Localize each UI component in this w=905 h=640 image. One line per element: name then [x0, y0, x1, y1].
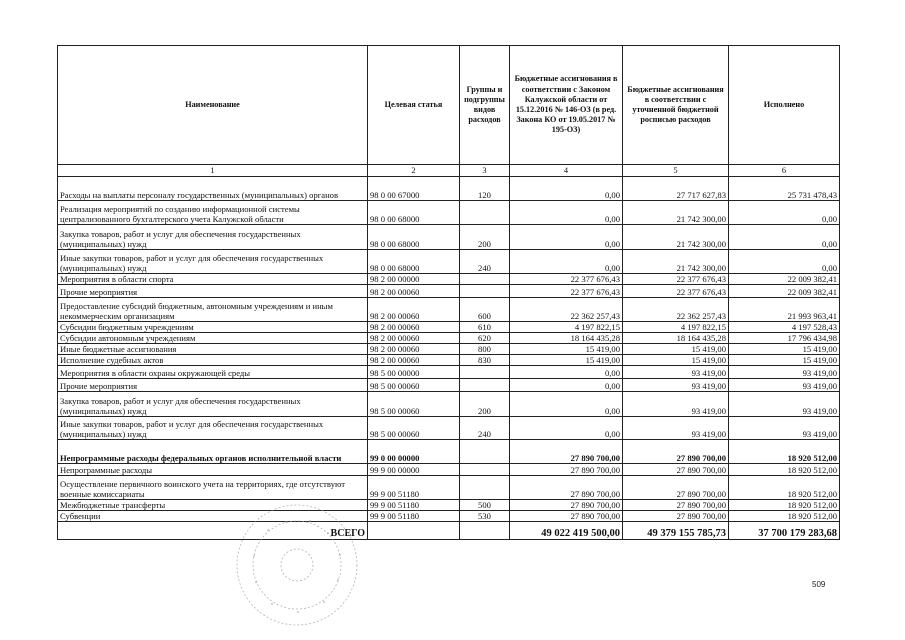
row-refined-value: 27 890 700,00	[623, 511, 729, 522]
row-law-value: 0,00	[510, 225, 623, 250]
row-refined-value: 15 419,00	[623, 355, 729, 366]
column-number: 1	[58, 165, 368, 177]
row-law-value: 0,00	[510, 177, 623, 201]
header-target-article: Целевая статья	[368, 46, 460, 165]
row-executed-value: 22 009 382,41	[729, 285, 840, 298]
header-law-allocations: Бюджетные ассигнования в соответствии с Законом Калужской области от 15.12.2016 № 146-ОЗ (в ред. Закона КО от 19.05.2017 № 195-ОЗ)	[510, 46, 623, 165]
row-law-value: 27 890 700,00	[510, 476, 623, 500]
row-name: Иные закупки товаров, работ и услуг для обеспечения государственных (муниципальных) нужд	[58, 250, 368, 274]
row-name: Расходы на выплаты персоналу государственных (муниципальных) органов	[58, 177, 368, 201]
table-row	[58, 201, 840, 225]
row-target-article: 99 9 00 00000	[368, 464, 460, 476]
row-target-article: 99 0 00 00000	[368, 440, 460, 464]
table-row	[58, 379, 840, 392]
row-executed-value: 18 920 512,00	[729, 511, 840, 522]
row-target-article: 98 5 00 00060	[368, 392, 460, 417]
row-law-value: 27 890 700,00	[510, 500, 623, 511]
table-row	[58, 250, 840, 274]
row-refined-value: 27 890 700,00	[623, 464, 729, 476]
row-executed-value: 17 796 434,98	[729, 333, 840, 344]
header-executed: Исполнено	[729, 46, 840, 165]
table-row	[58, 417, 840, 440]
row-law-value: 4 197 822,15	[510, 322, 623, 333]
row-target-article: 98 2 00 00060	[368, 355, 460, 366]
row-law-value: 22 377 676,43	[510, 285, 623, 298]
budget-table	[57, 45, 840, 540]
table-row	[58, 225, 840, 250]
row-target-article: 98 0 00 67000	[368, 177, 460, 201]
table-row	[58, 274, 840, 285]
row-law-value: 27 890 700,00	[510, 440, 623, 464]
total-executed-value: 37 700 179 283,68	[729, 522, 840, 540]
row-refined-value: 27 890 700,00	[623, 440, 729, 464]
row-expense-group: 620	[460, 333, 510, 344]
row-name: Предоставление субсидий бюджетным, автономным учреждениям и иным некоммерческим организациям	[58, 298, 368, 322]
row-name: Прочие мероприятия	[58, 285, 368, 298]
row-name: Субсидии бюджетным учреждениям	[58, 322, 368, 333]
row-executed-value: 0,00	[729, 250, 840, 274]
row-executed-value: 25 731 478,43	[729, 177, 840, 201]
table-body	[58, 165, 840, 522]
column-number: 5	[623, 165, 729, 177]
row-expense-group: 830	[460, 355, 510, 366]
row-law-value: 15 419,00	[510, 355, 623, 366]
row-target-article: 98 2 00 00060	[368, 322, 460, 333]
row-refined-value: 22 377 676,43	[623, 274, 729, 285]
row-expense-group	[460, 440, 510, 464]
row-name: Непрограммные расходы	[58, 464, 368, 476]
row-target-article: 98 0 00 68000	[368, 225, 460, 250]
row-refined-value: 27 890 700,00	[623, 476, 729, 500]
row-name: Субвенции	[58, 511, 368, 522]
row-name: Закупка товаров, работ и услуг для обеспечения государственных (муниципальных) нужд	[58, 225, 368, 250]
row-law-value: 15 419,00	[510, 344, 623, 355]
row-expense-group: 120	[460, 177, 510, 201]
row-target-article: 99 9 00 51180	[368, 476, 460, 500]
row-refined-value: 15 419,00	[623, 344, 729, 355]
row-target-article: 98 2 00 00060	[368, 298, 460, 322]
row-expense-group: 200	[460, 225, 510, 250]
row-refined-value: 93 419,00	[623, 417, 729, 440]
table-row	[58, 322, 840, 333]
row-executed-value: 93 419,00	[729, 366, 840, 379]
table-row	[58, 464, 840, 476]
row-expense-group: 600	[460, 298, 510, 322]
total-empty-cell	[368, 522, 460, 540]
row-target-article: 98 0 00 68000	[368, 201, 460, 225]
row-law-value: 27 890 700,00	[510, 511, 623, 522]
row-refined-value: 21 742 300,00	[623, 225, 729, 250]
row-executed-value: 18 920 512,00	[729, 476, 840, 500]
row-expense-group: 240	[460, 250, 510, 274]
row-executed-value: 18 920 512,00	[729, 500, 840, 511]
table-row	[58, 344, 840, 355]
row-refined-value: 93 419,00	[623, 392, 729, 417]
row-expense-group: 240	[460, 417, 510, 440]
row-executed-value: 18 920 512,00	[729, 440, 840, 464]
row-executed-value: 4 197 528,43	[729, 322, 840, 333]
column-number-row	[58, 165, 840, 177]
row-name: Прочие мероприятия	[58, 379, 368, 392]
table-row	[58, 366, 840, 379]
row-expense-group	[460, 366, 510, 379]
row-refined-value: 22 377 676,43	[623, 285, 729, 298]
row-executed-value: 93 419,00	[729, 379, 840, 392]
row-name: Иные бюджетные ассигнования	[58, 344, 368, 355]
row-refined-value: 21 742 300,00	[623, 250, 729, 274]
row-refined-value: 93 419,00	[623, 379, 729, 392]
table-row	[58, 476, 840, 500]
row-name: Закупка товаров, работ и услуг для обеспечения государственных (муниципальных) нужд	[58, 392, 368, 417]
row-executed-value: 15 419,00	[729, 355, 840, 366]
row-law-value: 22 377 676,43	[510, 274, 623, 285]
table-row	[58, 392, 840, 417]
row-refined-value: 4 197 822,15	[623, 322, 729, 333]
row-expense-group	[460, 464, 510, 476]
row-name: Непрограммные расходы федеральных органов исполнительной власти	[58, 440, 368, 464]
total-law-value: 49 022 419 500,00	[510, 522, 623, 540]
column-number: 6	[729, 165, 840, 177]
row-law-value: 22 362 257,43	[510, 298, 623, 322]
row-name: Исполнение судебных актов	[58, 355, 368, 366]
row-target-article: 98 5 00 00060	[368, 417, 460, 440]
row-expense-group	[460, 274, 510, 285]
row-name: Иные закупки товаров, работ и услуг для обеспечения государственных (муниципальных) нужд	[58, 417, 368, 440]
row-expense-group: 200	[460, 392, 510, 417]
total-row	[58, 522, 840, 540]
table-row	[58, 355, 840, 366]
row-name: Мероприятия в области охраны окружающей среды	[58, 366, 368, 379]
table-row	[58, 177, 840, 201]
row-name: Осуществление первичного воинского учета на территориях, где отсутствуют военные комиссариаты	[58, 476, 368, 500]
row-executed-value: 93 419,00	[729, 392, 840, 417]
row-target-article: 99 9 00 51180	[368, 511, 460, 522]
row-expense-group: 610	[460, 322, 510, 333]
row-name: Реализация мероприятий по созданию информационной системы централизованного бухгалтерского учета Калужской области	[58, 201, 368, 225]
total-label: ВСЕГО	[58, 522, 368, 540]
row-expense-group: 800	[460, 344, 510, 355]
table-row	[58, 440, 840, 464]
table-row	[58, 500, 840, 511]
row-refined-value: 21 742 300,00	[623, 201, 729, 225]
header-expense-groups: Группы и подгруппы видов расходов	[460, 46, 510, 165]
total-refined-value: 49 379 155 785,73	[623, 522, 729, 540]
row-refined-value: 93 419,00	[623, 366, 729, 379]
row-executed-value: 93 419,00	[729, 417, 840, 440]
row-name: Мероприятия в области спорта	[58, 274, 368, 285]
row-expense-group	[460, 476, 510, 500]
total-empty-cell	[460, 522, 510, 540]
row-expense-group	[460, 201, 510, 225]
row-law-value: 0,00	[510, 392, 623, 417]
row-executed-value: 15 419,00	[729, 344, 840, 355]
row-expense-group	[460, 379, 510, 392]
row-expense-group: 530	[460, 511, 510, 522]
row-executed-value: 18 920 512,00	[729, 464, 840, 476]
row-law-value: 27 890 700,00	[510, 464, 623, 476]
row-target-article: 98 5 00 00000	[368, 366, 460, 379]
table-row	[58, 298, 840, 322]
row-name: Межбюджетные трансферты	[58, 500, 368, 511]
row-target-article: 98 2 00 00000	[368, 274, 460, 285]
table-row	[58, 333, 840, 344]
header-refined-allocations: Бюджетные ассигнования в соответствии с уточненной бюджетной росписью расходов	[623, 46, 729, 165]
row-law-value: 18 164 435,28	[510, 333, 623, 344]
row-executed-value: 21 993 963,41	[729, 298, 840, 322]
row-name: Субсидии автономным учреждениям	[58, 333, 368, 344]
row-law-value: 0,00	[510, 366, 623, 379]
column-number: 4	[510, 165, 623, 177]
row-target-article: 98 5 00 00060	[368, 379, 460, 392]
column-number: 2	[368, 165, 460, 177]
row-law-value: 0,00	[510, 201, 623, 225]
row-target-article: 98 2 00 00060	[368, 344, 460, 355]
row-refined-value: 27 717 627,83	[623, 177, 729, 201]
row-expense-group	[460, 285, 510, 298]
table-row	[58, 285, 840, 298]
row-law-value: 0,00	[510, 417, 623, 440]
row-law-value: 0,00	[510, 379, 623, 392]
row-refined-value: 27 890 700,00	[623, 500, 729, 511]
row-expense-group: 500	[460, 500, 510, 511]
row-target-article: 99 9 00 51180	[368, 500, 460, 511]
page-number: 509	[812, 580, 826, 589]
row-refined-value: 22 362 257,43	[623, 298, 729, 322]
row-executed-value: 0,00	[729, 225, 840, 250]
row-target-article: 98 0 00 68000	[368, 250, 460, 274]
header-name: Наименование	[58, 46, 368, 165]
row-law-value: 0,00	[510, 250, 623, 274]
row-executed-value: 22 009 382,41	[729, 274, 840, 285]
row-target-article: 98 2 00 00060	[368, 333, 460, 344]
row-refined-value: 18 164 435,28	[623, 333, 729, 344]
column-number: 3	[460, 165, 510, 177]
row-target-article: 98 2 00 00060	[368, 285, 460, 298]
budget-document	[57, 45, 839, 540]
row-executed-value: 0,00	[729, 201, 840, 225]
table-header-row	[58, 46, 840, 165]
table-row	[58, 511, 840, 522]
